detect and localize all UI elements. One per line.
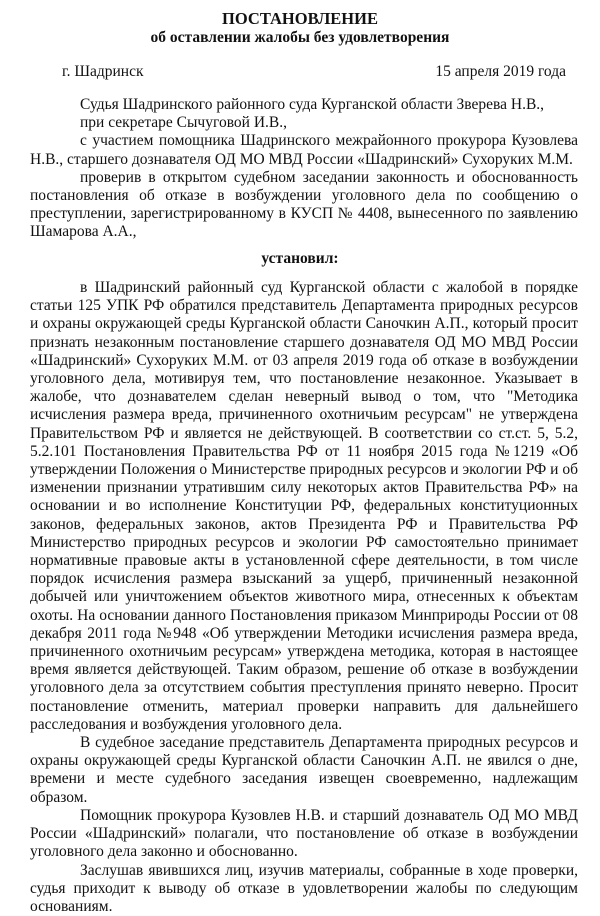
document-date: 15 апреля 2019 года	[435, 63, 566, 81]
intro-block	[30, 96, 578, 242]
intro-secretary: при секретаре Сычуговой И.В.,	[30, 114, 578, 132]
document-subtitle: об оставлении жалобы без удовлетворения	[0, 29, 600, 47]
main-block	[30, 279, 578, 916]
section-heading: установил:	[0, 250, 600, 268]
intro-participants: с участием помощника Шадринского межрайонного прокурора Кузовлева Н.В., старшего дознавателя ОД МО МВД России «Шадринский» Сухоруких М.М.	[30, 132, 578, 168]
paragraph-absence: В судебное заседание представитель Департамента природных ресурсов и охраны окружающей среды Курганской области Саночкин А.П. не явился о дне, времени и месте судебного заседания извещен своевременно, надлежащим образом.	[30, 734, 578, 807]
paragraph-conclusion: Заслушав явившихся лиц, изучив материалы, собранные в ходе проверки, судья приходит к выводу об отказе в удовлетворении жалобы по следующим основаниям.	[30, 862, 578, 916]
intro-checked: проверив в открытом судебном заседании законность и обоснованность постановления об отказе в возбуждении уголовного дела по сообщению о преступлении, зарегистрированному в КУСП № 4408, вынесенного по заявлению Шамарова А.А.,	[30, 169, 578, 242]
document-city: г. Шадринск	[62, 63, 144, 81]
intro-judge: Судья Шадринского районного суда Курганской области Зверева Н.В.,	[30, 96, 578, 114]
document-title: ПОСТАНОВЛЕНИЕ	[0, 10, 600, 28]
paragraph-prosecutor: Помощник прокурора Кузовлев Н.В. и старший дознаватель ОД МО МВД России «Шадринский» полагали, что постановление об отказе в возбуждении уголовного дела законно и обоснованно.	[30, 807, 578, 862]
paragraph-complaint: в Шадринский районный суд Курганской области с жалобой в порядке статьи 125 УПК РФ обратился представитель Департамента природных ресурсов и охраны окружающей среды Курганской области Саночкин А.П., который просит признать незаконным постановление старшего дознавателя ОД МО МВД России «Шадринский» Сухоруких М.М. от 03 апреля 2019 года об отказе в возбуждении уголовного дела, мотивируя тем, что постановление незаконное. Указывает в жалобе, что дознавателем сделан неверный вывод о том, что "Методика исчисления размера вреда, причиненного охотничьим ресурсам" не утверждена Правительством РФ и является не действующей. В соответствии со ст.ст. 5, 5.2, 5.2.101 Постановления Правительства РФ от 11 ноября 2015 года №1219 «Об утверждении Положения о Министерстве природных ресурсов и экологии РФ и об изменении признании утратившим силу некоторых актов Правительства РФ» на основании и во исполнение Конституции РФ, федеральных конституционных законов, федеральных законов, актов Президента РФ и Правительства РФ Министерство природных ресурсов и экологии РФ самостоятельно принимает нормативные правовые акты в установленной сфере деятельности, в том числе порядок исчисления размера взысканий за ущерб, причиненный незаконной добычей или уничтожением объектов животного мира, отнесенных к объектам охоты. На основании данного Постановления приказом Минприроды России от 08 декабря 2011 года №948 «Об утверждении Методики исчисления размера вреда, причиненного охотничьим ресурсам» утверждена методика, которая в настоящее время является действующей. Таким образом, решение об отказе в возбуждении уголовного дела за отсутствием события преступления принято неверно. Просит постановление отменить, материал проверки направить для дальнейшего расследования и возбуждения уголовного дела.	[30, 279, 578, 734]
